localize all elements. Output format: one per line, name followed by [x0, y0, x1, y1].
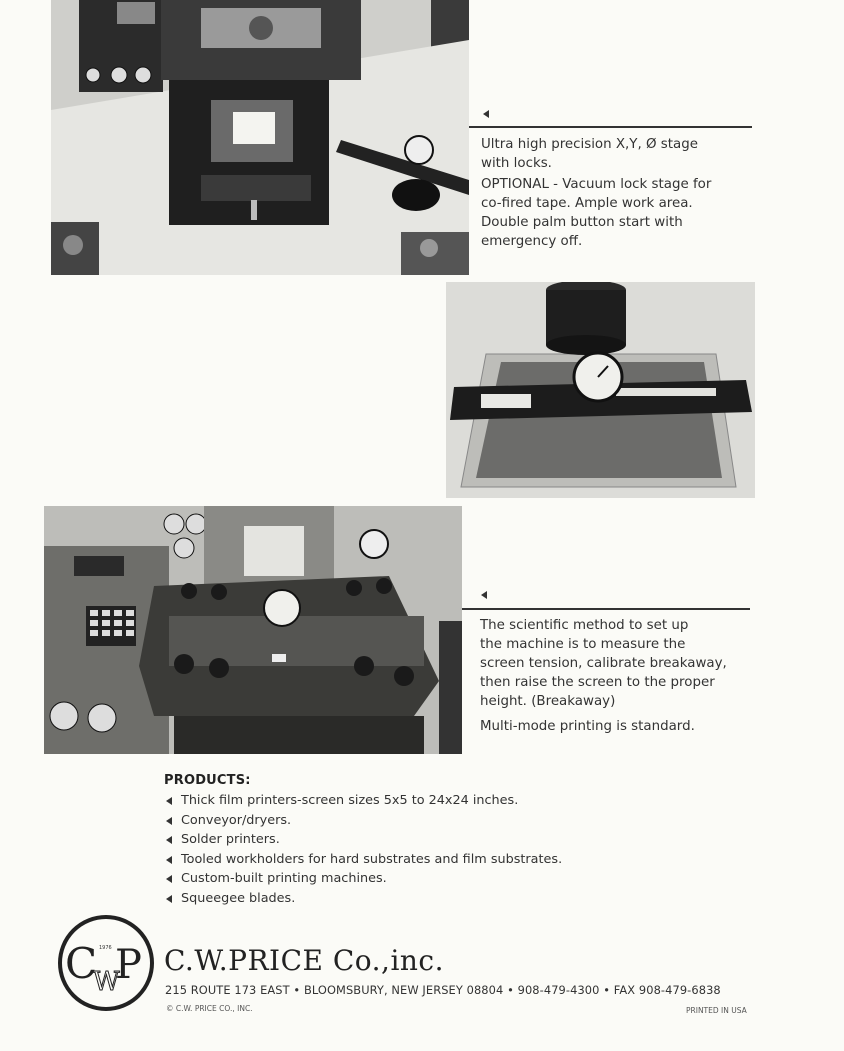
list-item: Tooled workholders for hard substrates and film substrates.: [164, 850, 784, 870]
logo-letter-c: C: [65, 939, 98, 988]
copyright-notice: © C.W. PRICE CO., INC.: [166, 1004, 253, 1013]
list-item: Custom-built printing machines.: [164, 869, 784, 889]
printer-machine-photo: [44, 506, 462, 754]
pointer-arrow-icon: [481, 591, 487, 599]
stage-description: Ultra high precision X,Y, Ø stage with locks.: [481, 137, 698, 171]
list-item: Squeegee blades.: [164, 889, 784, 909]
stage-caption: [481, 135, 751, 251]
machine-stage-photo: [51, 0, 469, 275]
divider-rule: [469, 126, 752, 128]
list-item: Conveyor/dryers.: [164, 811, 784, 831]
printed-in-usa: PRINTED IN USA: [686, 1006, 747, 1015]
logo-letter-w: W: [93, 967, 120, 997]
products-list: [164, 791, 784, 908]
company-logo: [57, 914, 155, 1012]
company-address: 215 ROUTE 173 EAST • BLOOMSBURY, NEW JERSEY 08804 • 908-479-4300 • FAX 908-479-6838: [165, 983, 721, 997]
logo-letter-p: P: [115, 942, 142, 988]
optional-description: OPTIONAL - Vacuum lock stage for co-fired tape. Ample work area. Double palm button start with emergency off.: [481, 177, 712, 249]
method-caption: [480, 616, 770, 736]
products-section: [164, 773, 784, 908]
pointer-arrow-icon: [483, 110, 489, 118]
products-heading: PRODUCTS:: [164, 773, 251, 788]
divider-rule: [462, 608, 750, 610]
logo-year: 1976: [99, 945, 112, 951]
method-description: The scientific method to set up the machine is to measure the screen tension, calibrate breakaway, then raise the screen to the proper height. (Breakaway): [480, 618, 727, 709]
breakaway-gauge-photo: [446, 282, 755, 498]
multi-mode-note: Multi-mode printing is standard.: [480, 719, 695, 734]
list-item: Solder printers.: [164, 830, 784, 850]
company-name: C.W.PRICE Co.,inc.: [164, 944, 445, 977]
list-item: Thick film printers-screen sizes 5x5 to 24x24 inches.: [164, 791, 784, 811]
